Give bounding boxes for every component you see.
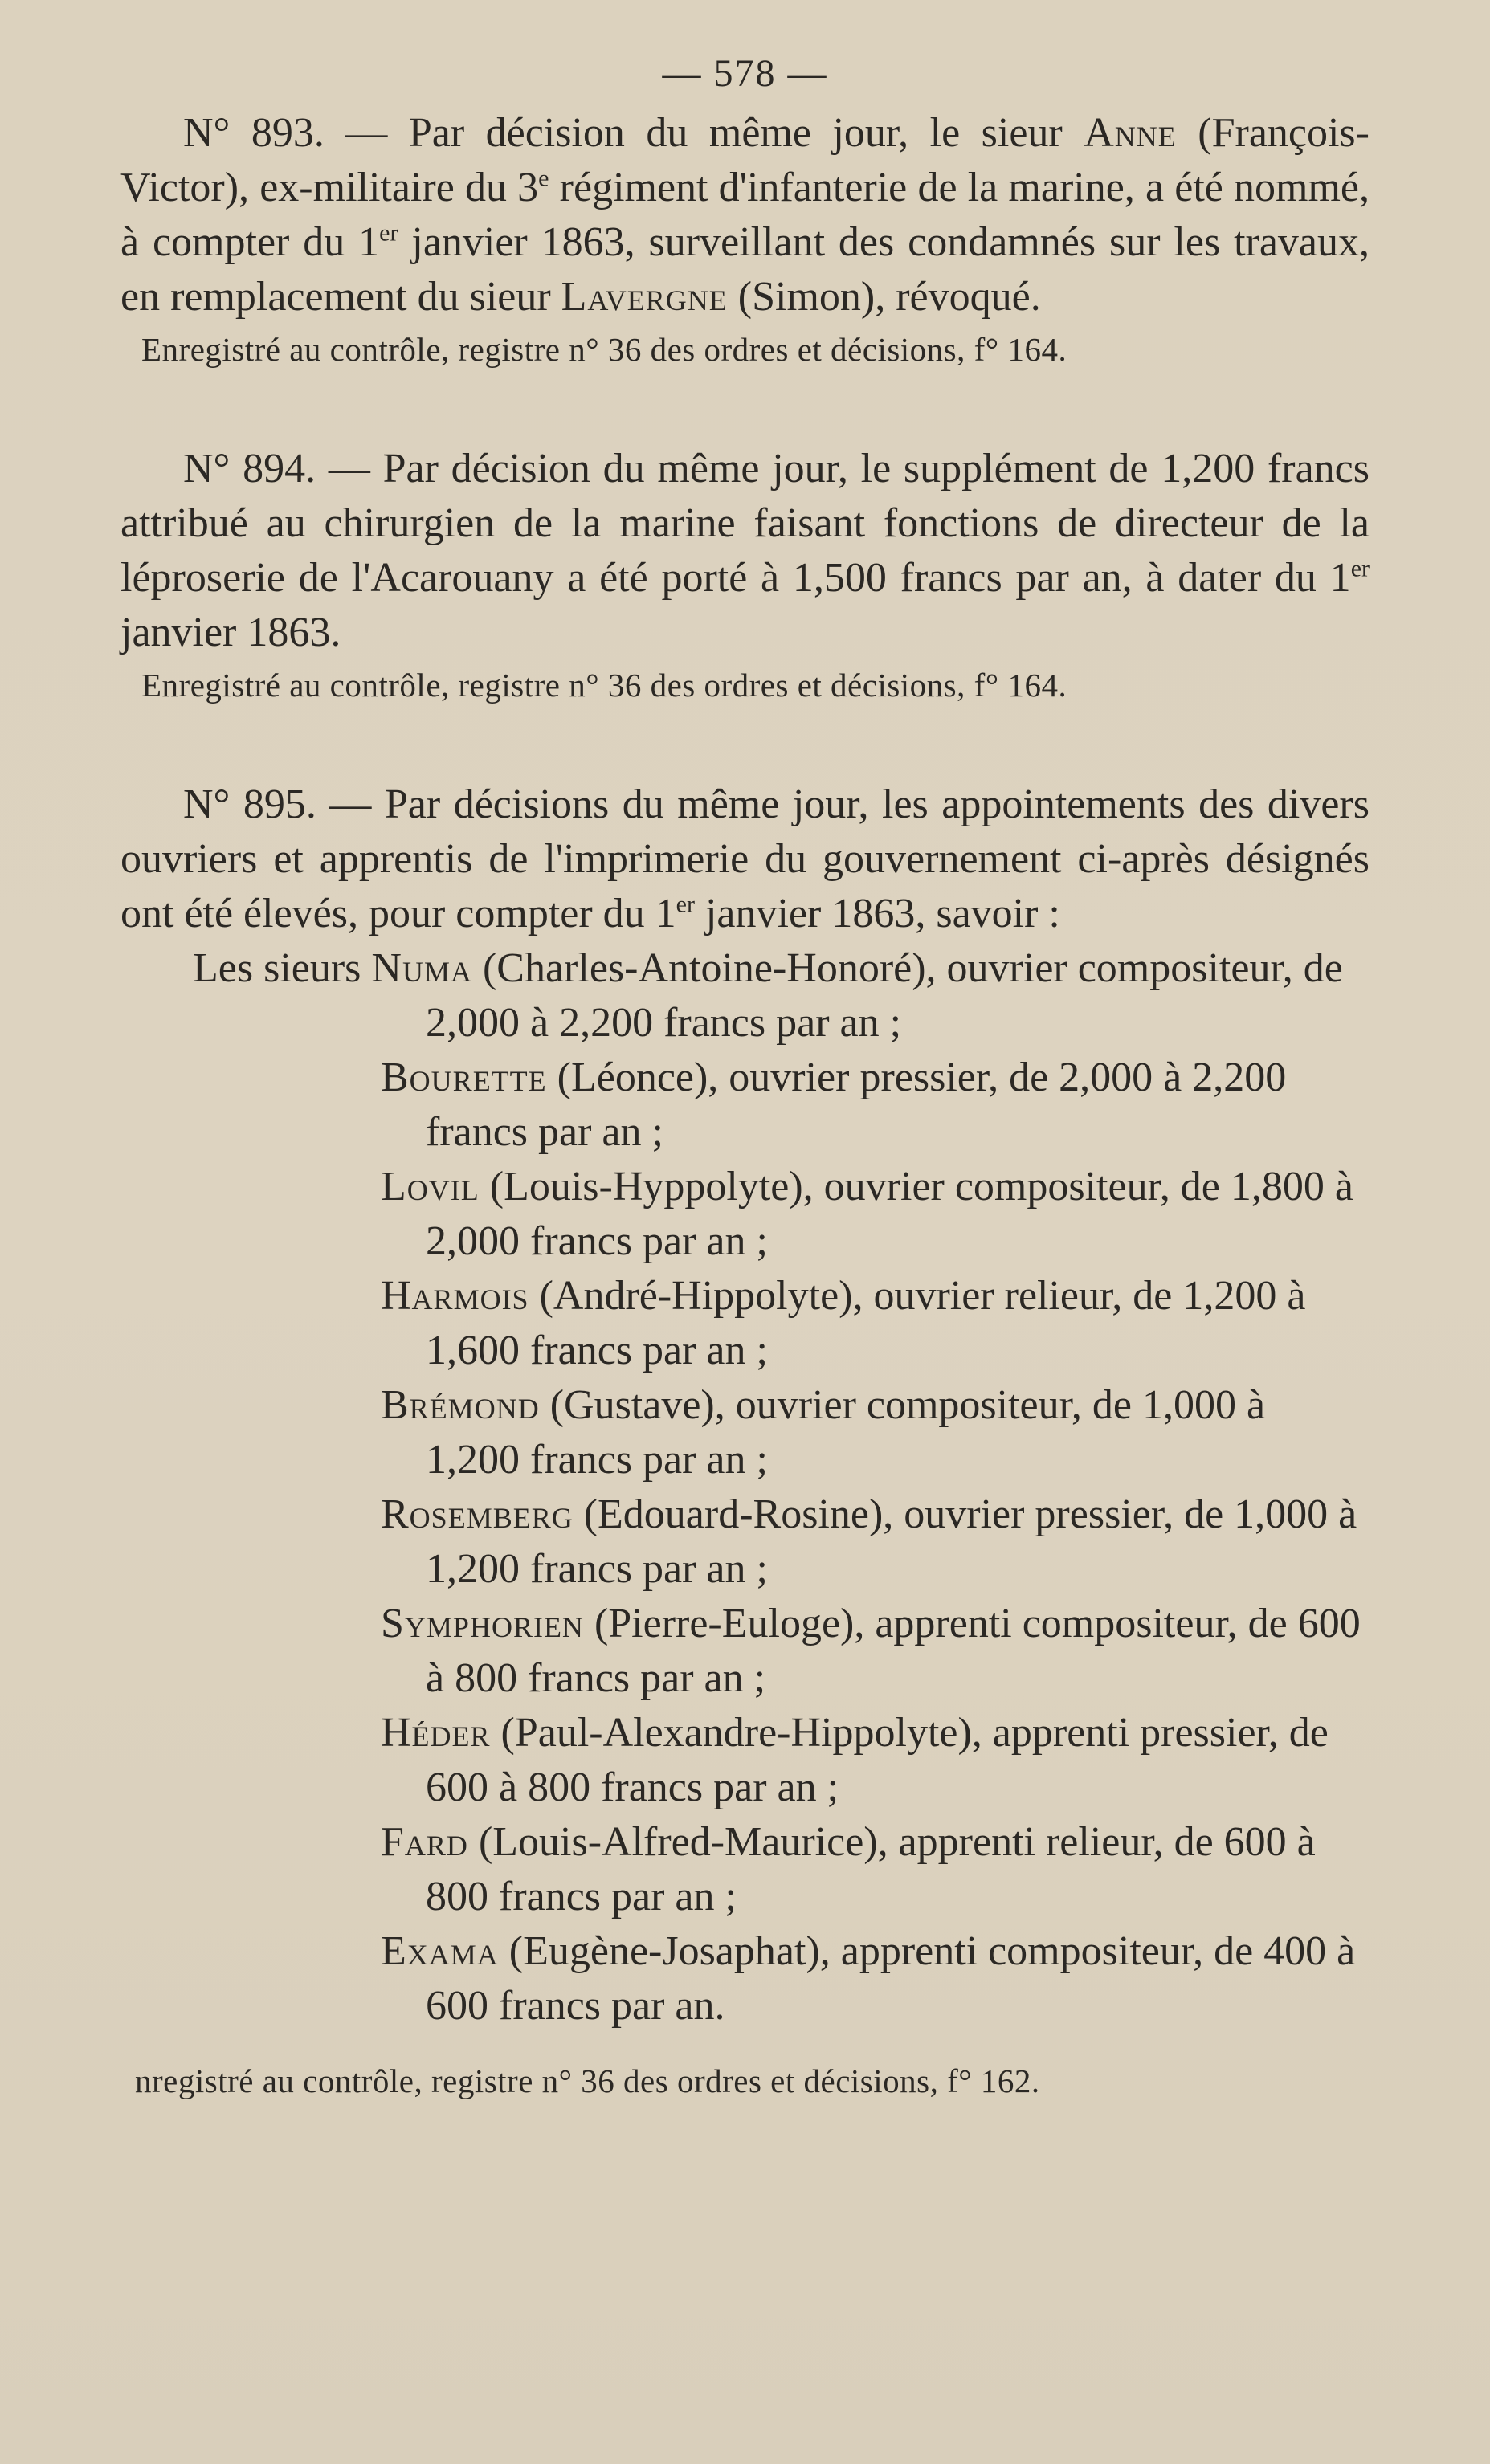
ordinal-suffix: e (538, 165, 549, 192)
worker-details: (Eugène-Josaphat), apprenti compositeur, de 400 à 600 francs par an. (426, 1928, 1356, 2029)
worker-name: Fard (381, 1819, 468, 1865)
decision-text: janvier 1863, surveillant des condamnés sur les travaux, en remplacement du sieur (120, 219, 1370, 320)
worker-details: (Gustave), ouvrier compositeur, de 1,000 à 1,200 francs par an ; (426, 1382, 1266, 1483)
person-name: Anne (1084, 110, 1177, 156)
worker-details: (André-Hippolyte), ouvrier relieur, de 1,200 à 1,600 francs par an ; (426, 1273, 1306, 1373)
decision-text: — Par décision du même jour, le sieur (324, 110, 1084, 156)
registration-note: Enregistré au contrôle, registre n° 36 des ordres et décisions, f° 164. (141, 331, 1067, 368)
worker-entry (120, 1050, 1370, 1160)
decision-893 (120, 106, 1370, 324)
registration-note: Enregistré au contrôle, registre n° 36 des ordres et décisions, f° 164. (141, 667, 1067, 704)
ordinal-suffix: er (676, 891, 695, 918)
decision-number: N° 895. (183, 781, 316, 827)
registration-note: nregistré au contrôle, registre n° 36 des ordres et décisions, f° 162. (135, 2062, 1040, 2099)
list-lead: Les sieurs (193, 945, 372, 991)
worker-name: Héder (381, 1710, 491, 1756)
decision-text: (François-Victor), ex-militaire du 3 (120, 110, 1370, 210)
worker-entry (120, 1269, 1370, 1378)
worker-name: Brémond (381, 1382, 540, 1428)
worker-entry (120, 1924, 1370, 2034)
worker-name: Numa (371, 945, 472, 991)
worker-entry (120, 941, 1370, 1050)
worker-entry (120, 1597, 1370, 1706)
worker-details: (Pierre-Euloge), apprenti compositeur, de 600 à 800 francs par an ; (426, 1601, 1361, 1701)
decision-text: régiment d'infanterie de la marine, a été nommé, à compter du 1 (120, 165, 1370, 265)
person-name: Lavergne (561, 274, 728, 320)
worker-details: (Léonce), ouvrier pressier, de 2,000 à 2,200 francs par an ; (426, 1055, 1287, 1155)
decision-894 (120, 442, 1370, 660)
worker-name: Lovil (381, 1164, 480, 1210)
spacer (120, 708, 1370, 777)
decision-text: — Par décision du même jour, le supplément de 1,200 francs attribué au chirurgien de la marine faisant fonctions de directeur de la léproserie de l'Acarouany a été porté à 1,500 francs par an, à dater du 1 (120, 446, 1370, 601)
ordinal-suffix: er (1350, 555, 1370, 582)
worker-entry (120, 1378, 1370, 1487)
worker-details: (Charles-Antoine-Honoré), ouvrier compositeur, de 2,000 à 2,200 francs par an ; (426, 945, 1343, 1046)
worker-name: Rosemberg (381, 1491, 574, 1537)
decision-number: N° 894. (183, 446, 316, 492)
worker-details: (Paul-Alexandre-Hippolyte), apprenti pressier, de 600 à 800 francs par an ; (426, 1710, 1329, 1810)
decision-text: janvier 1863. (120, 610, 341, 655)
spacer (120, 373, 1370, 442)
decision-text: janvier 1863, savoir : (694, 891, 1060, 936)
ordinal-suffix: er (379, 219, 398, 247)
worker-entry (120, 1487, 1370, 1597)
worker-entry (120, 1160, 1370, 1269)
worker-name: Harmois (381, 1273, 529, 1319)
decision-895 (120, 777, 1370, 941)
worker-entry (120, 1815, 1370, 1924)
decision-text: — Par décisions du même jour, les appointements des divers ouvriers et apprentis de l'imprimerie du gouvernement ci-après désignés ont été élevés, pour compter du 1 (120, 781, 1370, 936)
decision-text: (Simon), révoqué. (727, 274, 1041, 320)
decision-number: N° 893. (183, 110, 325, 156)
page-number: — 578 — (662, 52, 828, 95)
worker-name: Bourette (381, 1055, 547, 1100)
worker-name: Exama (381, 1928, 499, 1974)
worker-details: (Louis-Hyppolyte), ouvrier compositeur, de 1,800 à 2,000 francs par an ; (426, 1164, 1353, 1264)
worker-name: Symphorien (381, 1601, 584, 1646)
worker-details: (Louis-Alfred-Maurice), apprenti relieur, de 600 à 800 francs par an ; (426, 1819, 1316, 1919)
worker-entry (120, 1706, 1370, 1815)
worker-details: (Edouard-Rosine), ouvrier pressier, de 1,000 à 1,200 francs par an ; (426, 1491, 1357, 1592)
